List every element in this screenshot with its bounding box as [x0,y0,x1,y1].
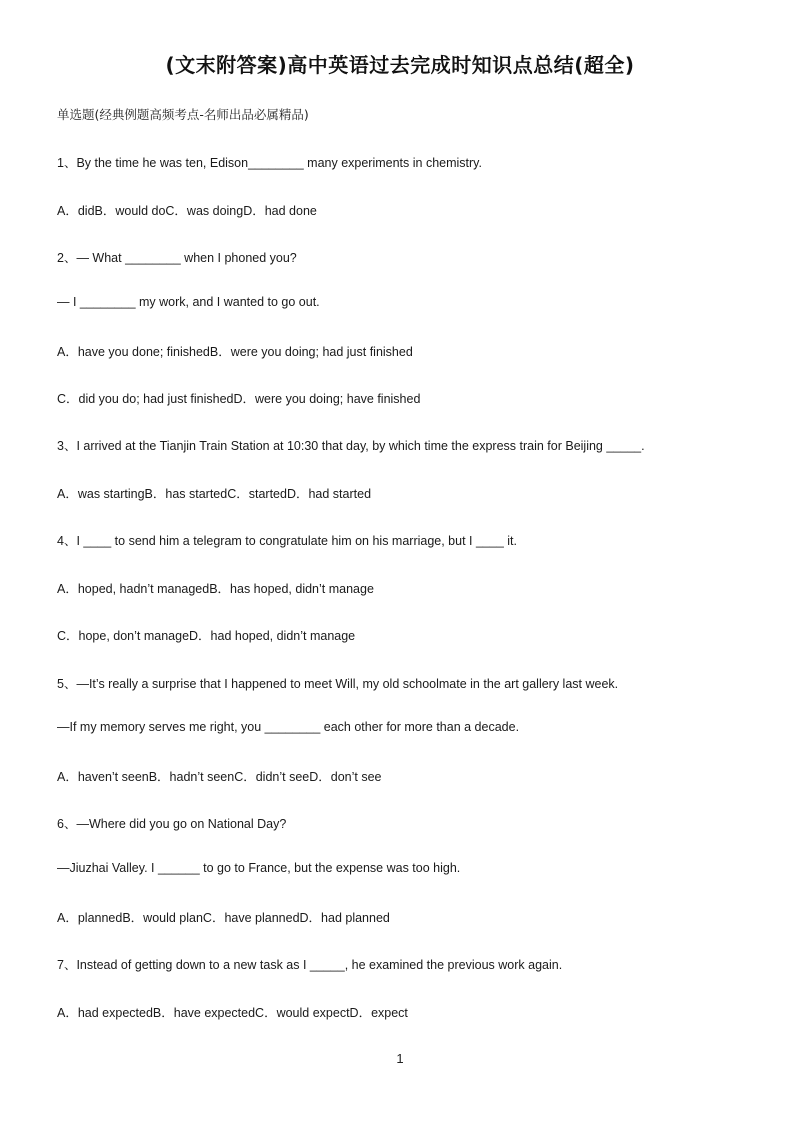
question-2-options-ab: A．have you done; finishedB．were you doing; had just finished [57,345,413,359]
question-2: 2、— What ________ when I phoned you? [57,251,297,265]
question-5-reply: —If my memory serves me right, you ________ each other for more than a decade. [57,720,520,734]
question-4: 4、I ____ to send him a telegram to congratulate him on his marriage, but I ____ it. [57,534,517,548]
page-number: 1 [396,1051,404,1066]
question-5-options: A．haven’t seenB．hadn’t seenC．didn’t seeD．don’t see [57,770,382,784]
question-1-options: A．didB．would doC．was doingD．had done [57,204,317,218]
question-4-options-ab: A．hoped, hadn’t managedB．has hoped, didn’t manage [57,582,374,596]
question-6-options: A．plannedB．would planC．have plannedD．had planned [57,911,390,925]
question-6: 6、—Where did you go on National Day? [57,817,287,831]
question-5: 5、—It’s really a surprise that I happened to meet Will, my old schoolmate in the art gallery last week. [57,677,619,691]
question-4-options-cd: C．hope, don’t manageD．had hoped, didn’t manage [57,629,356,643]
question-2-reply: — I ________ my work, and I wanted to go out. [57,295,320,309]
question-2-options-cd: C．did you do; had just finishedD．were you doing; have finished [57,392,421,406]
question-3-options: A．was startingB．has startedC．startedD．had started [57,487,372,501]
document-title: (文末附答案)高中英语过去完成时知识点总结(超全) [165,53,635,77]
question-3: 3、I arrived at the Tianjin Train Station at 10:30 that day, by which time the express train for Beijing _____. [57,439,645,453]
question-7: 7、Instead of getting down to a new task as I _____, he examined the previous work again. [57,958,563,972]
section-heading: 单选题(经典例题高频考点-名师出品必属精品) [57,107,309,122]
question-1: 1、By the time he was ten, Edison________ many experiments in chemistry. [57,156,482,170]
question-7-options: A．had expectedB．have expectedC．would expectD．expect [57,1006,408,1020]
question-6-reply: —Jiuzhai Valley. I ______ to go to France, but the expense was too high. [57,861,461,875]
